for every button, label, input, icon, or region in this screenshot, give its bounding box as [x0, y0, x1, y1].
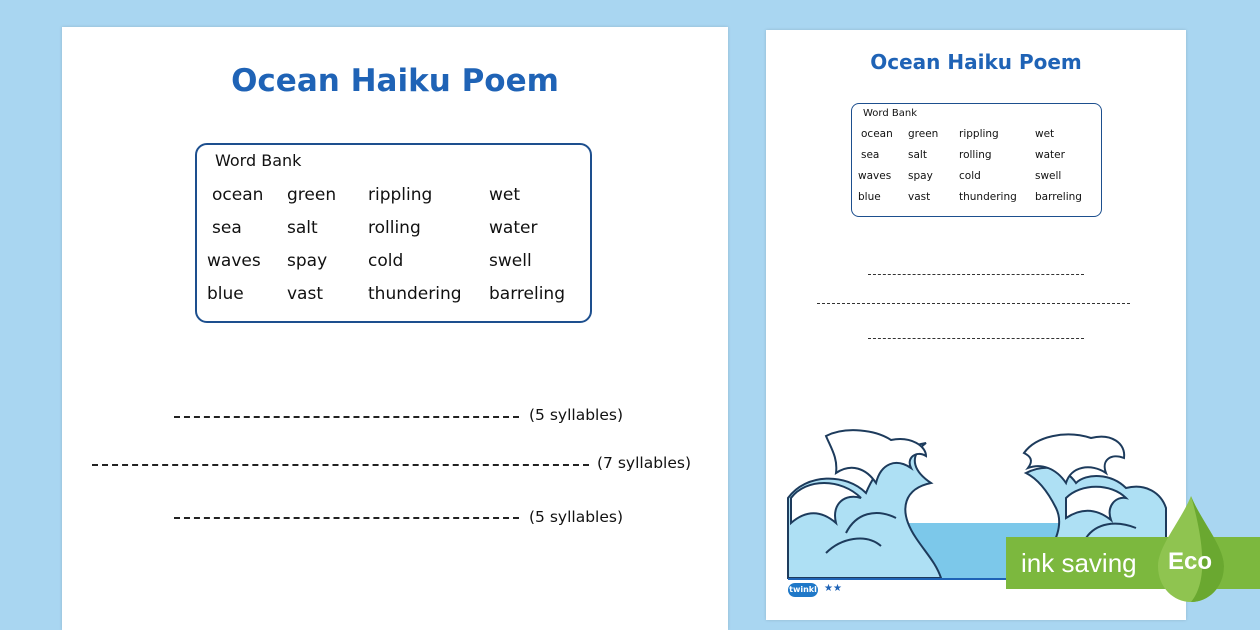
word-bank-word: spay: [287, 251, 328, 271]
word-bank-word: blue: [858, 191, 881, 203]
star-rating: ★★: [824, 583, 842, 594]
word-bank-word: rolling: [959, 149, 992, 161]
word-bank-word: barreling: [1035, 191, 1082, 203]
word-bank-word: rippling: [368, 185, 433, 205]
word-bank-word: salt: [908, 149, 927, 161]
word-bank-box: [195, 143, 592, 323]
page-title: Ocean Haiku Poem: [870, 50, 1082, 74]
syllable-label: (5 syllables): [529, 406, 623, 424]
word-bank-word: rippling: [959, 128, 999, 140]
writing-line: [174, 517, 519, 519]
writing-line: [92, 464, 589, 466]
word-bank-word: ocean: [861, 128, 893, 140]
word-bank-word: waves: [858, 170, 892, 182]
word-bank-word: cold: [959, 170, 981, 182]
worksheet-page-preview: [62, 27, 728, 630]
word-bank-word: green: [287, 185, 337, 205]
word-bank-word: wet: [1035, 128, 1055, 140]
word-bank-word: sea: [212, 218, 242, 238]
writing-line: [868, 274, 1084, 275]
word-bank-word: water: [489, 218, 538, 238]
word-bank-word: waves: [207, 251, 261, 271]
twinkl-logo: twinkl: [788, 583, 818, 597]
writing-line: [817, 303, 1130, 304]
eco-label: Eco: [1168, 548, 1213, 575]
word-bank-word: thundering: [959, 191, 1017, 203]
word-bank-word: water: [1035, 149, 1065, 161]
word-bank-heading: Word Bank: [863, 108, 917, 119]
word-bank-word: rolling: [368, 218, 421, 238]
word-bank-word: spay: [908, 170, 933, 182]
writing-line: [868, 338, 1084, 339]
word-bank-word: ocean: [212, 185, 264, 205]
page-title: Ocean Haiku Poem: [231, 63, 559, 99]
writing-line: [174, 416, 519, 418]
syllable-label: (7 syllables): [597, 454, 691, 472]
word-bank-word: swell: [489, 251, 532, 271]
word-bank-word: sea: [861, 149, 880, 161]
word-bank-word: wet: [489, 185, 521, 205]
word-bank-word: blue: [207, 284, 244, 304]
word-bank-word: vast: [908, 191, 931, 203]
word-bank-word: barreling: [489, 284, 565, 304]
word-bank-box: [851, 103, 1102, 217]
word-bank-word: thundering: [368, 284, 462, 304]
word-bank-word: cold: [368, 251, 404, 271]
word-bank-word: swell: [1035, 170, 1062, 182]
word-bank-heading: Word Bank: [215, 151, 302, 170]
syllable-label: (5 syllables): [529, 508, 623, 526]
word-bank-word: vast: [287, 284, 324, 304]
word-bank-word: salt: [287, 218, 318, 238]
word-bank-word: green: [908, 128, 939, 140]
eco-banner-text: ink saving: [1021, 548, 1137, 578]
ink-saving-eco-badge: [1006, 496, 1260, 602]
